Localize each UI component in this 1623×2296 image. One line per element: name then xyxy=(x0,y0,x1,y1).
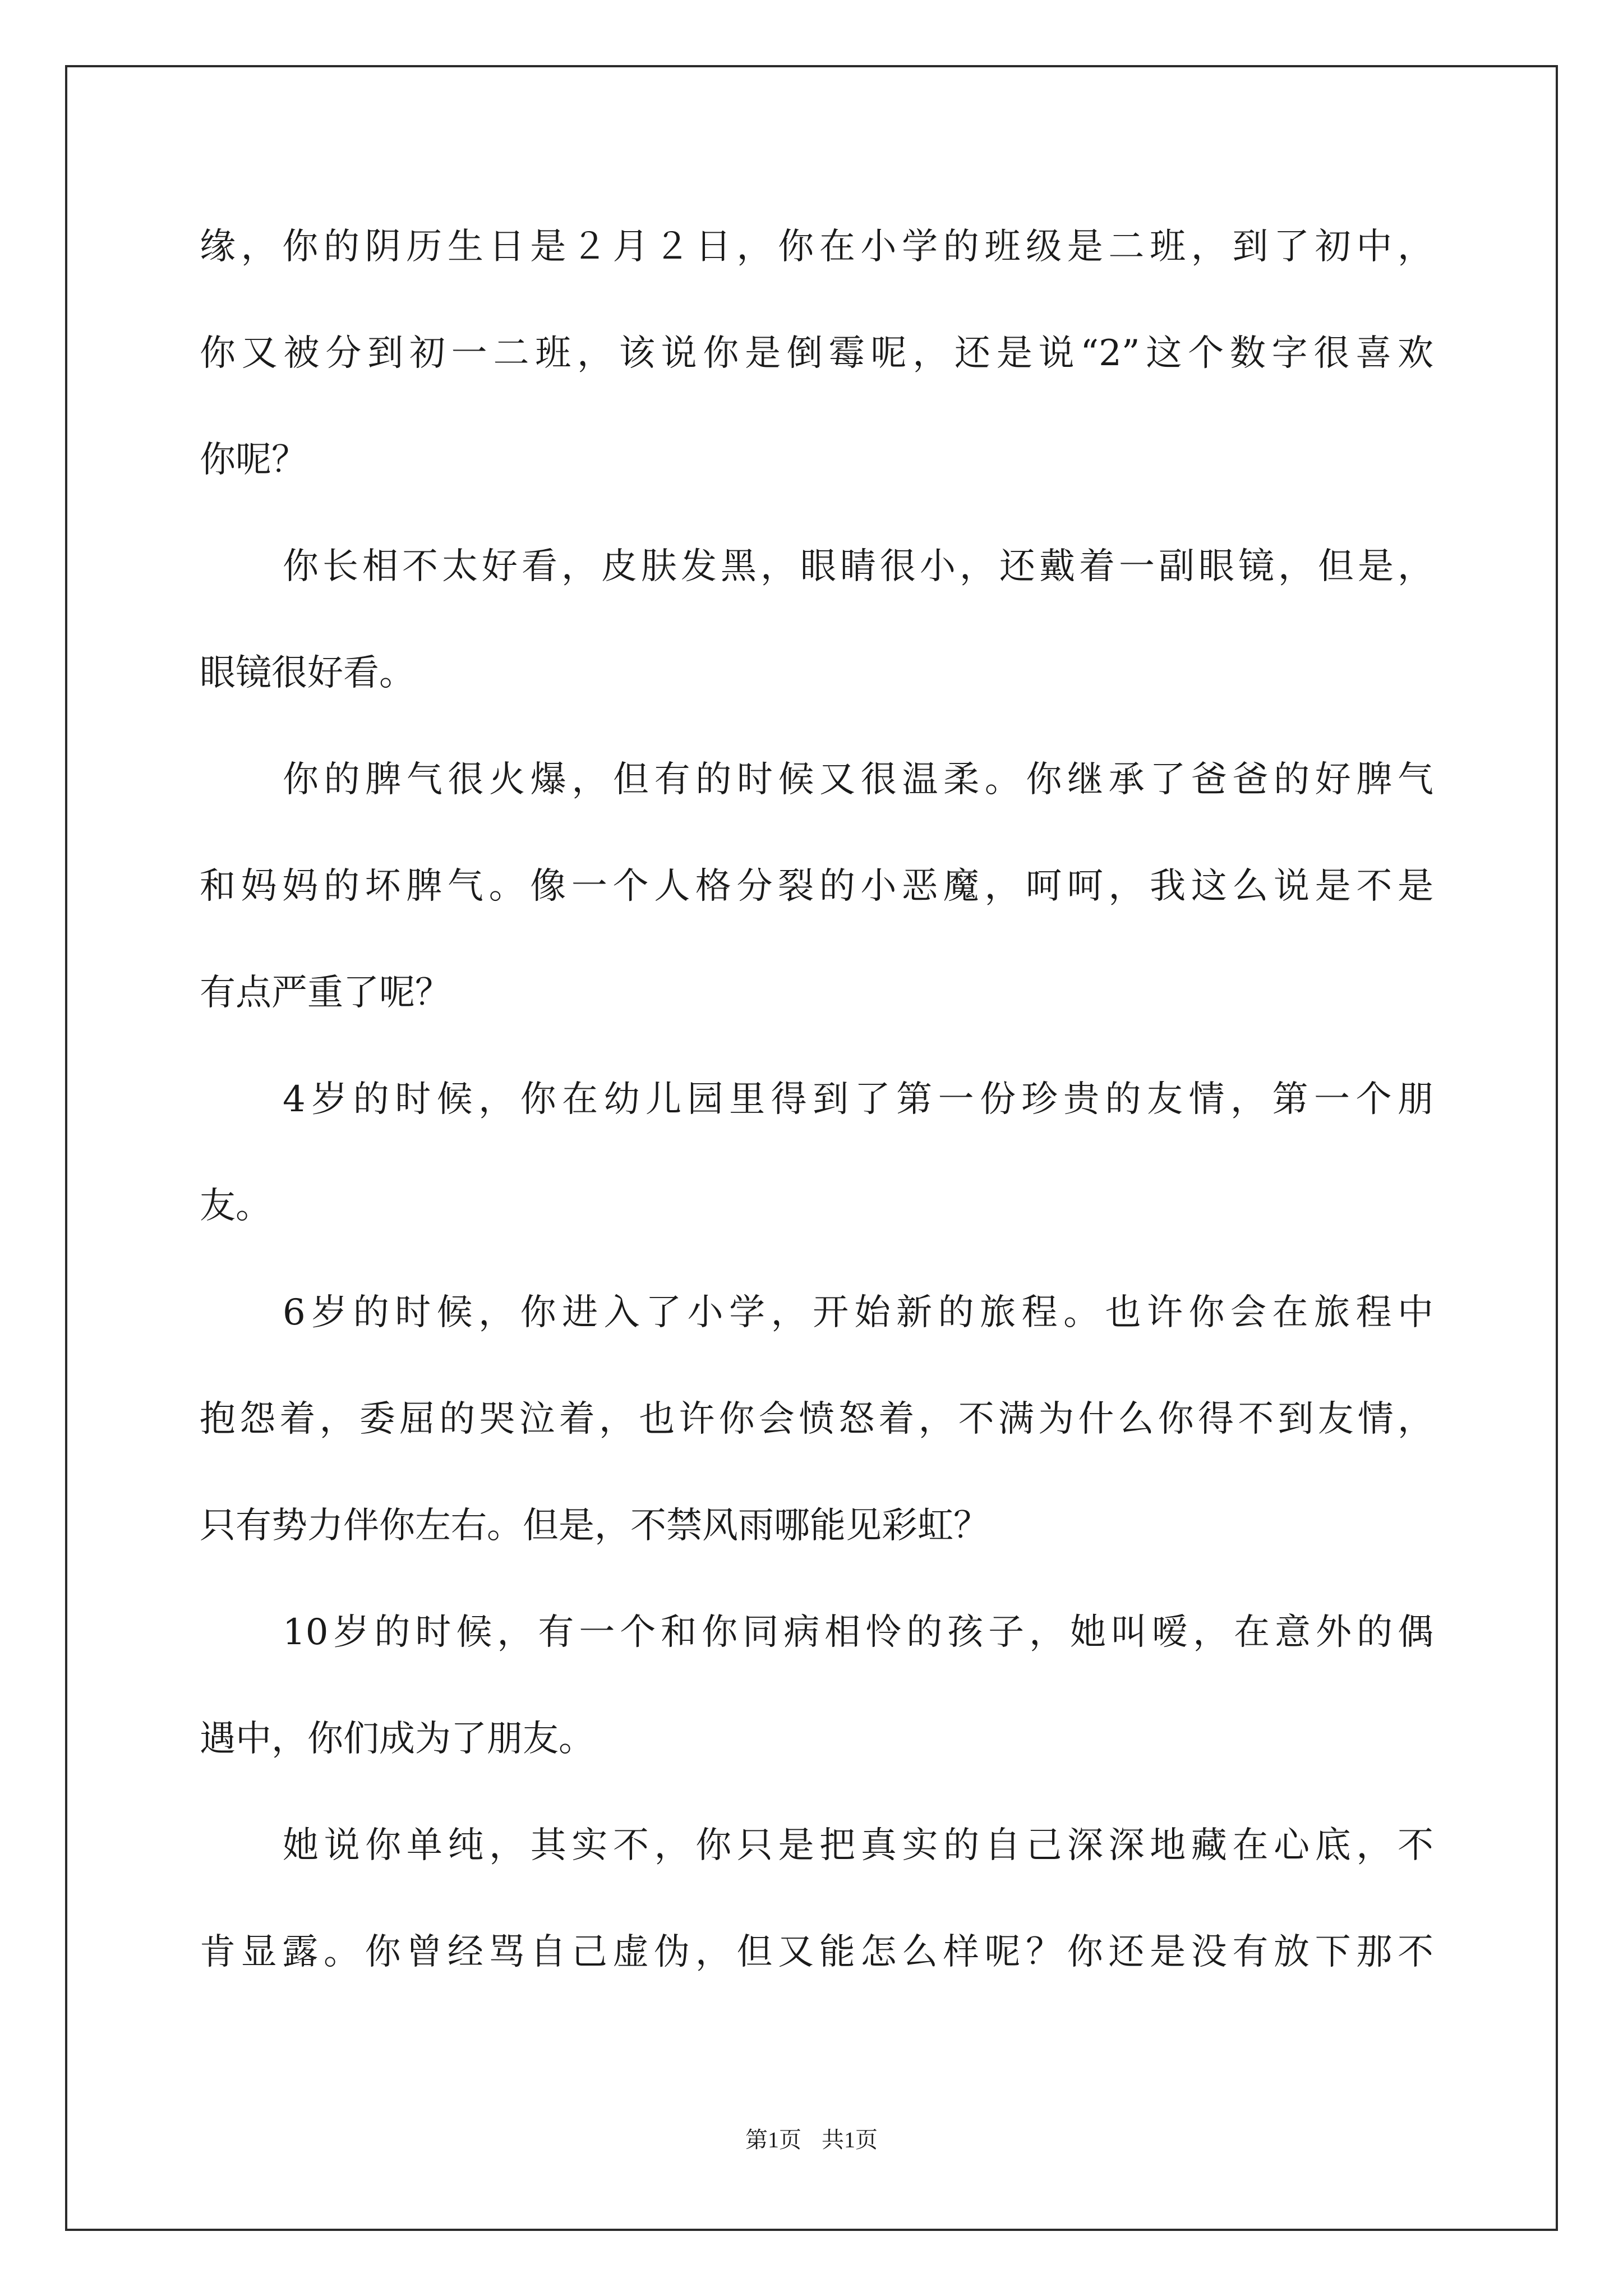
page-number: 第1页 xyxy=(745,2127,801,2152)
text-line: 和妈妈的坏脾气。像一个人格分裂的小恶魔，呵呵，我这么说是不是 xyxy=(200,866,1433,907)
text-line: 你又被分到初一二班，该说你是倒霉呢，还是说“2”这个数字很喜欢 xyxy=(200,333,1433,374)
text-line: 遇中，你们成为了朋友。 xyxy=(200,1718,594,1760)
page-total: 共1页 xyxy=(822,2127,878,2152)
text-line: 你呢？ xyxy=(200,439,307,481)
text-line: 友。 xyxy=(200,1185,271,1227)
text-line: 眼镜很好看。 xyxy=(200,652,415,694)
text-line: 只有势力伴你左右。但是，不禁风雨哪能见彩虹？ xyxy=(200,1505,989,1547)
text-line: 你长相不太好看，皮肤发黑，眼睛很小，还戴着一副眼镜，但是， xyxy=(283,546,1433,587)
document-body xyxy=(200,0,1433,2076)
text-line: 你的脾气很火爆，但有的时候又很温柔。你继承了爸爸的好脾气 xyxy=(283,759,1433,800)
text-line: 6岁的时候，你进入了小学，开始新的旅程。也许你会在旅程中 xyxy=(283,1292,1433,1333)
text-line: 4岁的时候，你在幼儿园里得到了第一份珍贵的友情，第一个朋 xyxy=(283,1079,1433,1120)
text-line: 肯显露。你曾经骂自己虚伪，但又能怎么样呢？你还是没有放下那不 xyxy=(200,1931,1433,1973)
page-footer xyxy=(0,2126,1623,2154)
text-line: 缘，你的阴历生日是２月２日，你在小学的班级是二班，到了初中， xyxy=(200,226,1433,268)
text-line: 10岁的时候，有一个和你同病相怜的孩子，她叫嗳，在意外的偶 xyxy=(283,1612,1433,1653)
text-line: 她说你单纯，其实不，你只是把真实的自己深深地藏在心底，不 xyxy=(283,1825,1433,1866)
text-line: 有点严重了呢？ xyxy=(200,972,451,1014)
text-line: 抱怨着，委屈的哭泣着，也许你会愤怒着，不满为什么你得不到友情， xyxy=(200,1398,1433,1440)
